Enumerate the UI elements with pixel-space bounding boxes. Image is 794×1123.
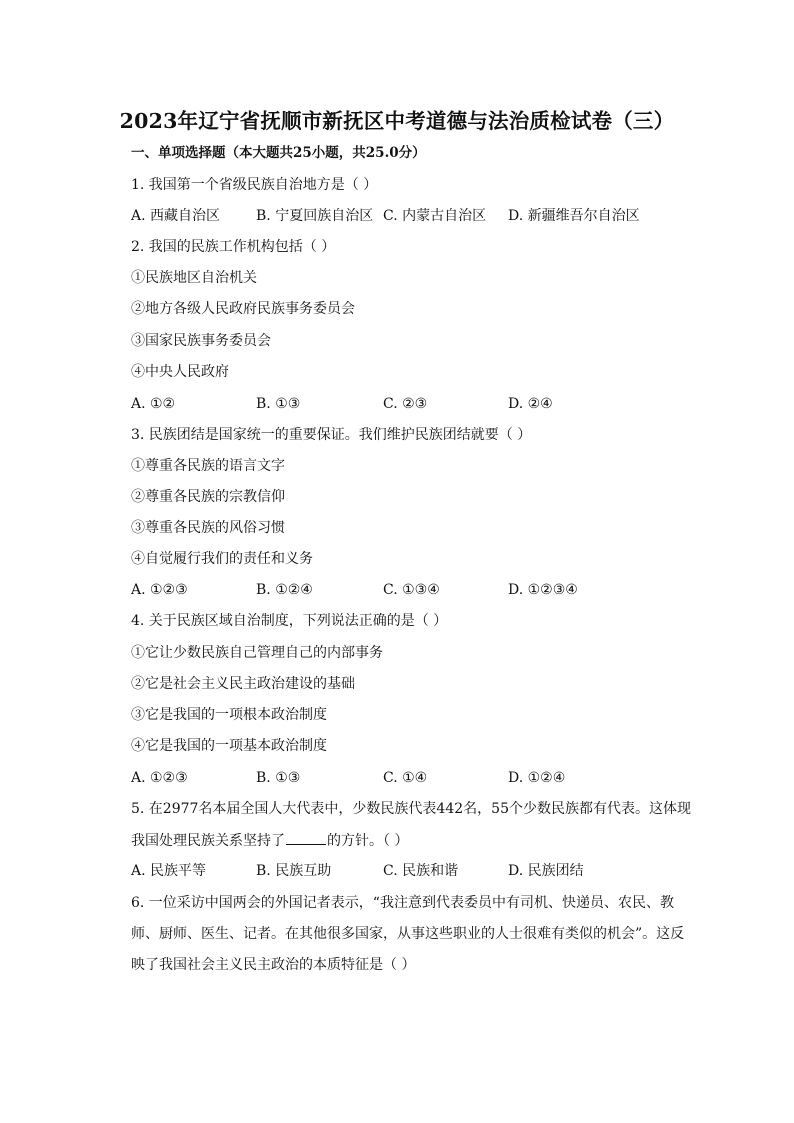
question-2-item-1: ①民族地区自治机关 — [131, 270, 257, 286]
option-b: B. 宁夏回族自治区 — [256, 208, 374, 224]
option-a: A. ①②③ — [131, 770, 188, 786]
option-d: D. ①②④ — [508, 770, 566, 786]
option-d: D. ②④ — [508, 396, 553, 412]
section-heading: 一、单项选择题（本大题共25小题，共25.0分） — [131, 145, 426, 161]
option-c: C. ①③④ — [383, 582, 440, 598]
option-d: D. 民族团结 — [508, 863, 584, 879]
option-b: B. 民族互助 — [256, 863, 332, 879]
option-d: D. ①②③④ — [508, 582, 578, 598]
option-b: B. ①②④ — [256, 582, 313, 598]
option-b: B. ①③ — [256, 396, 301, 412]
question-3-options — [131, 582, 691, 598]
question-3-item-4: ④自觉履行我们的责任和义务 — [131, 551, 313, 567]
option-d: D. 新疆维吾尔自治区 — [508, 208, 640, 224]
option-b: B. ①③ — [256, 770, 301, 786]
question-5-stem-after-blank: 的方针。（ ） — [327, 833, 409, 849]
question-6-stem-line-2: 师、厨师、医生、记者。在其他很多国家，从事这些职业的人士很难有类似的机会”。这反 — [131, 926, 685, 942]
question-2-options — [131, 396, 691, 412]
question-4-item-2: ②它是社会主义民主政治建设的基础 — [131, 676, 355, 692]
option-a: A. 民族平等 — [131, 863, 207, 879]
question-4-item-4: ④它是我国的一项基本政治制度 — [131, 738, 327, 754]
option-c: C. 民族和谐 — [383, 863, 459, 879]
question-2-stem: 2. 我国的民族工作机构包括（ ） — [131, 239, 336, 255]
question-3-stem: 3. 民族团结是国家统一的重要保证。我们维护民族团结就要（ ） — [131, 427, 532, 443]
question-2-item-2: ②地方各级人民政府民族事务委员会 — [131, 301, 355, 317]
question-3-item-3: ③尊重各民族的风俗习惯 — [131, 520, 285, 536]
question-4-item-1: ①它让少数民族自己管理自己的内部事务 — [131, 645, 383, 661]
answer-blank — [286, 832, 326, 845]
option-a: A. 西藏自治区 — [131, 208, 221, 224]
question-1-options — [131, 208, 691, 224]
question-2-item-3: ③国家民族事务委员会 — [131, 333, 271, 349]
question-5-stem-before-blank: 我国处理民族关系坚持了 — [131, 833, 285, 849]
question-2-item-4: ④中央人民政府 — [131, 364, 229, 380]
option-a: A. ①② — [131, 396, 176, 412]
question-5-options — [131, 863, 691, 879]
question-1-stem: 1. 我国第一个省级民族自治地方是（ ） — [131, 177, 378, 193]
question-4-stem: 4. 关于民族区域自治制度，下列说法正确的是（ ） — [131, 613, 448, 629]
question-4-options — [131, 770, 691, 786]
question-5-stem-line-2 — [131, 832, 408, 849]
option-c: C. ②③ — [383, 396, 428, 412]
question-6-stem-line-1: 6. 一位采访中国两会的外国记者表示，“我注意到代表委员中有司机、快递员、农民、教 — [131, 895, 674, 911]
question-3-item-2: ②尊重各民族的宗教信仰 — [131, 489, 285, 505]
question-3-item-1: ①尊重各民族的语言文字 — [131, 458, 285, 474]
question-4-item-3: ③它是我国的一项根本政治制度 — [131, 707, 327, 723]
option-c: C. 内蒙古自治区 — [383, 208, 487, 224]
question-6-stem-line-3: 映了我国社会主义民主政治的本质特征是（ ） — [131, 957, 416, 973]
question-5-stem-line-1: 5. 在2977名本届全国人大代表中，少数民族代表442名，55个少数民族都有代表。这体现 — [131, 801, 691, 817]
option-c: C. ①④ — [383, 770, 428, 786]
option-a: A. ①②③ — [131, 582, 188, 598]
exam-title: 2023年辽宁省抚顺市新抚区中考道德与法治质检试卷（三） — [119, 109, 675, 133]
